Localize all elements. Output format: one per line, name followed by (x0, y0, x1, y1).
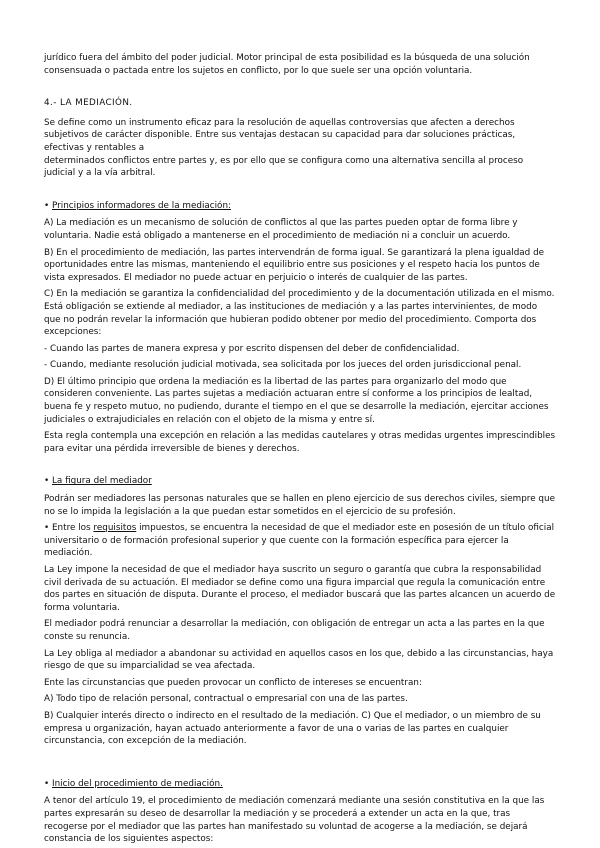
bullet-icon: • (44, 476, 50, 487)
inicio-subheading (44, 778, 556, 791)
figura-title: La figura del mediador (52, 476, 152, 487)
figura-paragraph-4: El mediador podrá renunciar a desarrollar la mediación, con obligación de entregar un acta a las partes en la que conste su renuncia. (44, 619, 545, 642)
excepcion-2: - Cuando, mediante resolución judicial motivada, sea solicitada por los jueces del orden jurisdiccional penal. (44, 360, 522, 371)
principio-excepcion: Esta regla contempla una excepción en relación a las medidas cautelares y otras medidas urgentes imprescindibles para evitar una pérdida irreversible de bienes y derechos. (44, 431, 556, 454)
section-heading: 4.- LA MEDIACIÓN. (44, 98, 133, 109)
requisitos-link: requisitos (93, 523, 137, 534)
bullet-icon: • (44, 200, 50, 211)
figura-paragraph-5: La Ley obliga al mediador a abandonar su actividad en aquellos casos en los que, debido a las circunstancias, haya riesgo de que su imparcialidad se vea afectada. (44, 648, 554, 672)
excepcion-1: - Cuando las partes de manera expresa y por escrito dispensen del deber de confidencialidad. (44, 343, 460, 354)
figura-paragraph-2 (44, 522, 556, 560)
figura-subheading (44, 475, 556, 488)
principios-subheading (44, 200, 556, 213)
intro-paragraph: jurídico fuera del ámbito del poder judicial. Motor principal de esta posibilidad es la búsqueda de una solución consensuada o pactada entre los sujetos en conflicto, por lo que suele ser una opción voluntaria. (44, 53, 530, 76)
section-spacer (44, 748, 556, 778)
figura-paragraph-7: A) Todo tipo de relación personal, contractual o empresarial con una de las partes. (44, 694, 408, 705)
figura-p2-post: impuestos, se encuentra la necesidad de que el mediador este en posesión de un título oficial universitario o de formación profesional superior y que cuente con la formación específica para ejercer la mediación. (44, 523, 555, 559)
principio-c: C) En la mediación se garantiza la confidencialidad del procedimiento y de la documentación utilizada en el mismo. Está obligación se extiende al mediador, a las instituciones de mediación y a las partes intervinientes, de modo que no podrán revelar la información que hubieran podido obtener por medio del procedimiento. Comporta dos excepciones: (44, 289, 555, 338)
bullet-icon: • (44, 778, 50, 789)
figura-paragraph-1: Podrán ser mediadores las personas naturales que se hallen en pleno ejercicio de sus derechos civiles, siempre que no se lo impida la legislación a la que puedan estar sometidos en el ejercicio de su profesión. (44, 494, 555, 517)
principios-title: Principios informadores de la mediación: (52, 200, 231, 211)
definition-paragraph-2: determinados conflictos entre partes y, es por ello que se configura como una alternativa sencilla al proceso judicial y a la vía arbitral. (44, 155, 524, 179)
principio-a: A) La mediación es un mecanismo de solución de conflictos al que las partes pueden optar de forma libre y voluntaria. Nadie está obligado a mantenerse en el procedimiento de mediación ni a concluir un acuerdo. (44, 218, 518, 241)
principio-b: B) En el procedimiento de mediación, las partes intervendrán de forma igual. Se garantizará la plena igualdad de oportunidades entre las mismas, manteniendo el equilibrio entre sus posiciones y el respeto hacia los puntos de vista expresados. El mediador no puede actuar en perjuicio o interés de cualquier de las partes. (44, 247, 545, 283)
figura-paragraph-8: B) Cualquier interés directo o indirecto en el resultado de la mediación. C) Que el mediador, o un miembro de su empresa u organización, hayan actuado anteriormente a favor de una o varias de las partes en cualquier circunstancia, con excepción de la mediación. (44, 710, 541, 747)
bullet-icon: • (44, 523, 50, 534)
principio-d: D) El último principio que ordena la mediación es la libertad de las partes para organizarlo del modo que consideren conveniente. Las partes sujetas a mediación actuaran entre sí conforme a los principios de lealtad, buena fe y respeto mutuo, no pudiendo, durante el tiempo en el que se desarrolle la mediación, ejercitar acciones judiciales o extrajudiciales en relación con el objeto de la misma y entre sí. (44, 376, 549, 425)
inicio-title: Inicio del procedimiento de mediación. (52, 778, 223, 789)
figura-paragraph-6: Ente las circunstancias que pueden provocar un conflicto de intereses se encuentran: (44, 677, 422, 688)
inicio-paragraph-1: A tenor del artículo 19, el procedimiento de mediación comenzará mediante una sesión constitutiva en la que las partes expresarán su deseo de desarrollar la mediación y se procederá a extender un acta en la que, tras recogerse por el mediador que las partes han manifestado su voluntad de acogerse a la mediación, se dejará constancia de los siguientes aspectos: (44, 796, 545, 845)
figura-paragraph-3: La Ley impone la necesidad de que el mediador haya suscrito un seguro o garantía que cubra la responsabilidad civil derivada de su actuación. El mediador se define como una figura imparcial que regula la comunicación entre dos partes en situación de disputa. Durante el proceso, el mediador buscará que las partes alcancen un acuerdo de forma voluntaria. (44, 565, 556, 613)
figura-p2-pre: Entre los (52, 523, 94, 534)
definition-paragraph-1: Se define como un instrumento eficaz para la resolución de aquellas controversias que afecten a derechos subjetivos de carácter disponible. Entre sus ventajas destacan su capacidad para dar soluciones prácticas, efectivas y rentables a (44, 117, 516, 153)
